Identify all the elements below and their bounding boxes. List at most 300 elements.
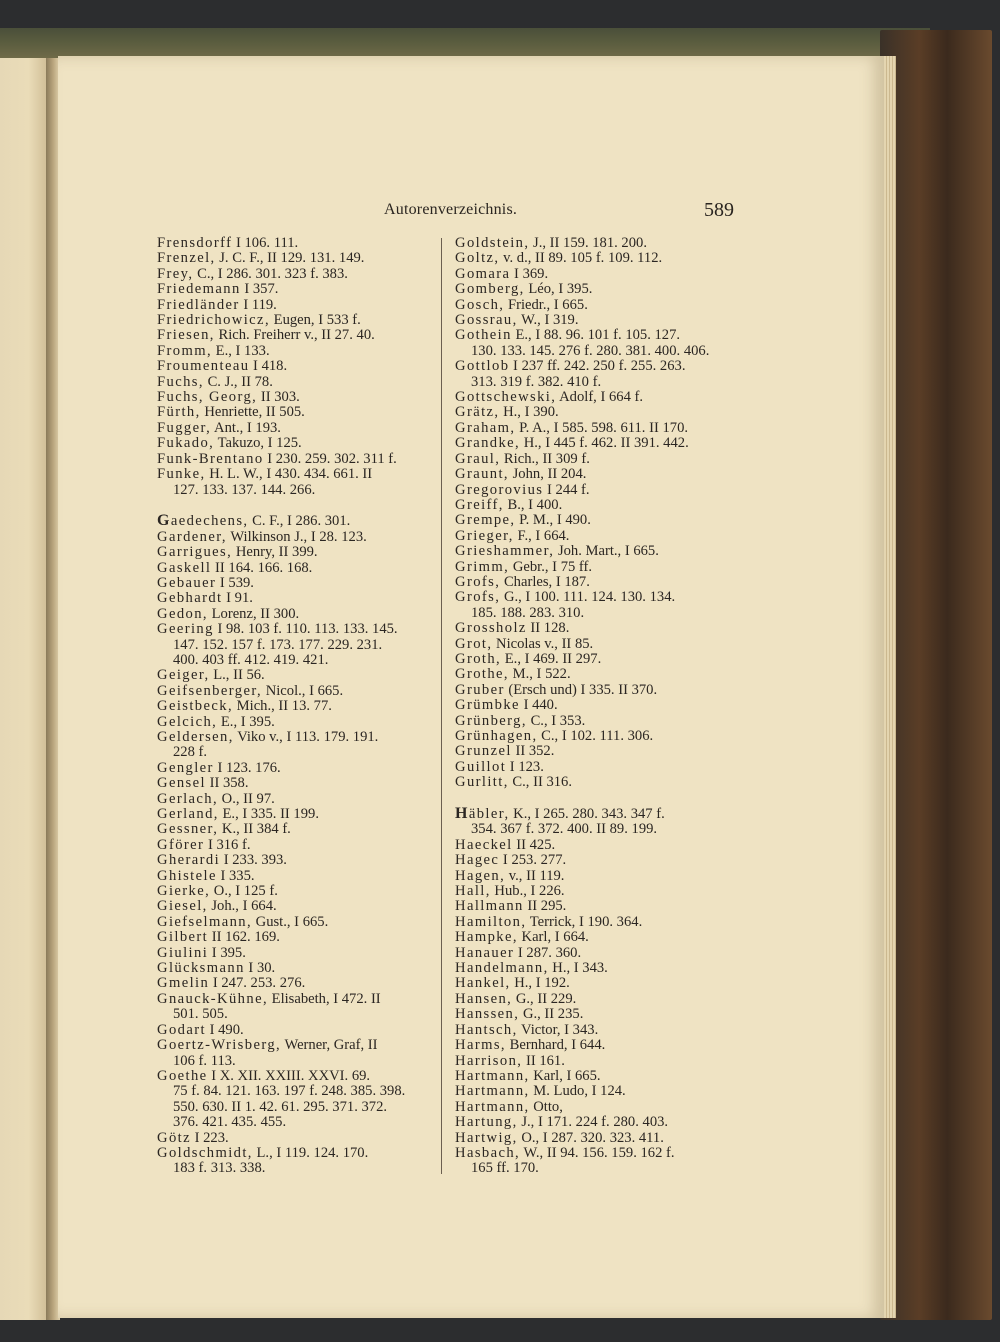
- entry-name: Fuchs,: [157, 373, 204, 390]
- entry-refs: I 91.: [222, 590, 253, 607]
- entry-name: Hartung,: [455, 1114, 518, 1131]
- index-entry: [455, 760, 745, 775]
- entry-name: Gossrau,: [455, 312, 518, 329]
- entry-refs: Henry, II 399.: [232, 544, 318, 561]
- index-entry: [157, 251, 435, 266]
- entry-refs: L., I 119. 124. 170.: [252, 1144, 369, 1161]
- entry-refs: II 295.: [523, 898, 567, 915]
- entry-name: Gilbert: [157, 929, 209, 946]
- index-entry: [157, 436, 435, 451]
- entry-refs: I 123. 176.: [213, 759, 281, 776]
- index-entry: [455, 1131, 745, 1146]
- entry-name: Harms,: [455, 1037, 506, 1054]
- entry-refs: C., I 353.: [526, 712, 586, 729]
- index-entry: [157, 282, 435, 297]
- entry-name: Grümbke: [455, 697, 520, 714]
- entry-name: Gomberg,: [455, 281, 525, 298]
- entry-refs: II 303.: [257, 389, 300, 406]
- entry-name: Gothein: [455, 327, 512, 344]
- entry-name: Frey,: [157, 265, 194, 282]
- index-entry: [455, 544, 745, 559]
- entry-refs-continued: 501. 505.: [173, 1006, 228, 1023]
- entry-refs-continued: 550. 630. II 1. 42. 61. 295. 371. 372.: [173, 1098, 388, 1115]
- entry-refs: I 230. 259. 302. 311 f.: [263, 450, 397, 467]
- index-entry: [455, 421, 745, 436]
- entry-refs: E., I 395.: [217, 713, 275, 730]
- index-column-right: [455, 236, 745, 1177]
- index-entry: [157, 390, 435, 405]
- entry-name: Götz: [157, 1129, 191, 1146]
- index-entry: [157, 776, 435, 791]
- index-entry: [455, 853, 745, 868]
- entry-refs: Charles, I 187.: [500, 573, 590, 590]
- entry-name: Ghistele: [157, 867, 217, 884]
- index-entry: [157, 298, 435, 313]
- entry-refs: J., I 171. 224 f. 280. 403.: [517, 1114, 669, 1131]
- index-entry: [455, 1007, 745, 1022]
- letter-section-gap: [455, 791, 745, 806]
- entry-refs: L., II 56.: [209, 667, 265, 684]
- entry-refs: I 106. 111.: [232, 235, 299, 251]
- entry-refs: Otto,: [529, 1098, 563, 1115]
- entry-name: Fugger,: [157, 419, 212, 436]
- entry-refs: Victor, I 343.: [517, 1021, 599, 1038]
- index-entry: [455, 1038, 745, 1053]
- entry-refs: I 233. 393.: [220, 852, 287, 869]
- index-entry: [157, 992, 435, 1023]
- section-initial-letter: H: [455, 805, 469, 823]
- entry-refs: G., II 229.: [512, 990, 577, 1007]
- index-entry: [157, 946, 435, 961]
- entry-refs-continued: 354. 367 f. 372. 400. II 89. 199.: [471, 821, 658, 838]
- index-entry: [455, 930, 745, 945]
- entry-refs: Bernhard, I 644.: [505, 1037, 606, 1054]
- entry-refs: E., I 469. II 297.: [501, 650, 602, 667]
- index-entry: [455, 838, 745, 853]
- entry-refs: Nicolas v., II 85.: [492, 635, 594, 652]
- entry-name: Grot,: [455, 635, 493, 652]
- entry-name: Graul,: [455, 450, 501, 467]
- entry-refs: I 335.: [216, 867, 255, 884]
- entry-name: Gengler: [157, 759, 214, 776]
- index-entry: [455, 714, 745, 729]
- index-entry: [455, 590, 745, 621]
- entry-name: Geifsenberger,: [157, 682, 263, 699]
- index-entry: [157, 591, 435, 606]
- index-entry: [455, 1023, 745, 1038]
- entry-name: Hagen,: [455, 867, 506, 884]
- entry-refs: O., II 97.: [218, 790, 275, 807]
- entry-name: Gessner,: [157, 821, 219, 838]
- entry-refs: Léo, I 395.: [524, 281, 593, 298]
- entry-refs: I 223.: [190, 1129, 229, 1146]
- entry-refs: I 30.: [244, 960, 276, 977]
- entry-refs: I 253. 277.: [499, 852, 567, 869]
- entry-refs: I X. XII. XXIII. XXVI. 69.: [207, 1067, 371, 1084]
- entry-refs: I 237 ff. 242. 250 f. 255. 263.: [509, 358, 686, 375]
- entry-refs: J. C. F., II 129. 131. 149.: [215, 250, 365, 267]
- entry-refs: II 425.: [512, 836, 556, 853]
- entry-name: Hall,: [455, 883, 491, 900]
- entry-name: Gmelin: [157, 975, 210, 992]
- index-entry: [455, 667, 745, 682]
- index-entry: [157, 915, 435, 930]
- entry-refs: I 490.: [205, 1021, 244, 1038]
- entry-refs: Nicol., I 665.: [262, 682, 344, 699]
- entry-refs-continued: 228 f.: [173, 744, 208, 761]
- entry-name: Gebauer: [157, 574, 217, 591]
- column-divider: [441, 238, 442, 1174]
- entry-refs: I 357.: [240, 281, 279, 298]
- index-entry: [157, 359, 435, 374]
- entry-name: Hanssen,: [455, 1006, 520, 1023]
- index-entry: [455, 483, 745, 498]
- entry-refs: Adolf, I 664 f.: [556, 389, 644, 406]
- entry-name: Fromm,: [157, 342, 213, 359]
- entry-name: Gerland,: [157, 806, 219, 823]
- entry-name: Hanauer: [455, 944, 515, 961]
- index-entry: [455, 405, 745, 420]
- entry-name: Garrigues,: [157, 544, 233, 561]
- entry-refs: Rich., II 309 f.: [500, 450, 590, 467]
- entry-name: Gosch,: [455, 296, 505, 313]
- entry-name: Grünhagen,: [455, 728, 538, 744]
- index-entry: [455, 282, 745, 297]
- index-entry: [157, 530, 435, 545]
- index-entry: [455, 869, 745, 884]
- index-entry: [455, 621, 745, 636]
- entry-refs: I 440.: [519, 697, 558, 714]
- left-page-edge: [0, 58, 52, 1320]
- entry-refs: I 123.: [506, 758, 544, 775]
- entry-name: Grempe,: [455, 512, 516, 529]
- entry-name: Gregorovius: [455, 481, 544, 498]
- entry-refs: K., I 265. 280. 343. 347 f.: [509, 806, 665, 823]
- entry-name: Gierke,: [157, 883, 211, 900]
- index-entry: [455, 236, 745, 251]
- index-entry: [157, 313, 435, 328]
- index-entry: [157, 421, 435, 436]
- entry-refs: v. d., II 89. 105 f. 109. 112.: [499, 250, 663, 267]
- entry-name: Haeckel: [455, 836, 513, 853]
- index-entry: [455, 899, 745, 914]
- entry-refs: II 164. 166. 168.: [211, 559, 313, 576]
- entry-name: Hamilton,: [455, 913, 527, 930]
- index-entry: [157, 761, 435, 776]
- entry-name: Friedländer: [157, 296, 240, 313]
- entry-name: Geering: [157, 621, 214, 638]
- entry-name: Gaskell: [157, 559, 212, 576]
- book-page: [58, 56, 884, 1318]
- entry-refs: W., I 319.: [517, 312, 579, 329]
- entry-refs: Henriette, II 505.: [200, 404, 305, 421]
- entry-name: Goethe: [157, 1067, 208, 1084]
- entry-name: Grünberg,: [455, 712, 527, 729]
- entry-refs: J., II 159. 181. 200.: [529, 235, 647, 251]
- entry-name: [157, 513, 248, 529]
- entry-refs: I 418.: [249, 358, 288, 375]
- entry-refs: O., I 125 f.: [210, 883, 278, 900]
- entry-refs: Gebr., I 75 ff.: [509, 558, 593, 575]
- entry-refs: Terrick, I 190. 364.: [526, 913, 643, 930]
- index-entry: [157, 699, 435, 714]
- entry-refs: Karl, I 665.: [529, 1067, 601, 1084]
- index-entry: [157, 899, 435, 914]
- entry-refs: G., II 235.: [519, 1006, 584, 1023]
- index-entry: [455, 729, 745, 744]
- entry-name: Froumenteau: [157, 358, 250, 375]
- index-entry: [455, 1100, 745, 1115]
- entry-name: Gruber: [455, 681, 505, 698]
- entry-refs: I 395.: [208, 944, 246, 961]
- entry-name: Grothe,: [455, 666, 509, 683]
- entry-refs: II 161.: [522, 1052, 565, 1069]
- index-entry: [157, 869, 435, 884]
- entry-name: Frensdorff: [157, 235, 233, 251]
- entry-refs: P. M., I 490.: [515, 512, 591, 529]
- entry-name: Friedemann: [157, 281, 241, 298]
- entry-name: Geiger,: [157, 667, 210, 684]
- entry-refs-continued: 127. 133. 137. 144. 266.: [173, 481, 316, 498]
- entry-refs: Lorenz, II 300.: [207, 605, 300, 622]
- entry-name: Gottschewski,: [455, 389, 557, 406]
- entry-refs-continued: 376. 421. 435. 455.: [173, 1114, 287, 1131]
- entry-refs: M. Ludo, I 124.: [529, 1083, 626, 1100]
- index-entry: [455, 884, 745, 899]
- index-entry: [455, 946, 745, 961]
- entry-name-rest: aedechens,: [170, 513, 249, 530]
- index-entry: [455, 637, 745, 652]
- entry-name: Hansen,: [455, 990, 513, 1007]
- entry-name: Guillot: [455, 758, 507, 775]
- entry-refs: H., I 445 f. 462. II 391. 442.: [520, 435, 689, 452]
- running-title: Autorenverzeichnis.: [384, 201, 518, 218]
- entry-name: Geldersen,: [157, 728, 234, 745]
- entry-name: Goertz-Wrisberg,: [157, 1037, 282, 1054]
- entry-refs: I 244 f.: [543, 481, 590, 498]
- index-entry: [157, 375, 435, 390]
- index-entry: [157, 715, 435, 730]
- index-entry: [157, 452, 435, 467]
- entry-name: Friedrichowicz,: [157, 312, 270, 329]
- entry-refs: P. A., I 585. 598. 611. II 170.: [515, 419, 689, 436]
- entry-refs-continued: 75 f. 84. 121. 163. 197 f. 248. 385. 398.: [173, 1083, 406, 1100]
- entry-refs: I 287. 360.: [514, 944, 582, 961]
- entry-refs: Joh., I 664.: [207, 898, 277, 915]
- entry-name: Hasbach,: [455, 1144, 521, 1161]
- index-entry: [157, 1146, 435, 1177]
- entry-name: Fukado,: [157, 435, 215, 452]
- index-entry: [455, 328, 745, 359]
- entry-refs-continued: 147. 152. 157 f. 173. 177. 229. 231.: [173, 636, 383, 653]
- index-entry: [455, 1084, 745, 1099]
- entry-refs-continued: 130. 133. 145. 276 f. 280. 381. 400. 406.: [471, 342, 710, 359]
- entry-refs: I 369.: [510, 265, 549, 282]
- letter-section-gap: [157, 498, 435, 513]
- entry-name: Grieger,: [455, 527, 514, 544]
- entry-name: Hartwig,: [455, 1129, 518, 1146]
- entry-refs: II 358.: [205, 775, 249, 792]
- entry-refs: G., I 100. 111. 124. 130. 134.: [500, 589, 676, 606]
- entry-refs: C. J., II 78.: [203, 373, 273, 390]
- entry-refs-continued: 183 f. 313. 338.: [173, 1160, 266, 1177]
- entry-refs: E., I 335. II 199.: [218, 806, 319, 823]
- index-entry: [157, 467, 435, 498]
- entry-name: Grofs,: [455, 589, 501, 606]
- entry-name: Giefselmann,: [157, 913, 253, 930]
- entry-name: Grunzel: [455, 743, 512, 760]
- entry-name: Hartmann,: [455, 1083, 530, 1100]
- index-entry: [157, 1038, 435, 1069]
- index-entry: [455, 1115, 745, 1130]
- index-entry: [455, 529, 745, 544]
- entry-name: Goldstein,: [455, 235, 530, 251]
- index-entry: [157, 236, 435, 251]
- entry-refs: II 128.: [526, 620, 570, 637]
- entry-name: Gottlob: [455, 358, 510, 375]
- entry-name: Gherardi: [157, 852, 221, 869]
- entry-refs: Ant., I 193.: [211, 419, 281, 436]
- entry-name: Godart: [157, 1021, 206, 1038]
- index-entry: [455, 390, 745, 405]
- index-entry: [157, 684, 435, 699]
- index-entry: [157, 838, 435, 853]
- page-number: 589: [704, 199, 734, 221]
- entry-refs: Wilkinson J., I 28. 123.: [226, 528, 367, 545]
- entry-refs: (Ersch und) I 335. II 370.: [504, 681, 658, 698]
- entry-refs: Viko v., I 113. 179. 191.: [233, 728, 379, 745]
- index-entry: [455, 806, 745, 838]
- index-entry: [455, 251, 745, 266]
- entry-refs-continued: 165 ff. 170.: [471, 1160, 539, 1177]
- entry-name: Hampke,: [455, 929, 518, 946]
- entry-refs: B., I 400.: [503, 496, 563, 513]
- entry-refs: Karl, I 664.: [517, 929, 589, 946]
- index-entry: [455, 560, 745, 575]
- entry-name: Friesen,: [157, 327, 215, 344]
- entry-refs: I 247. 253. 276.: [209, 975, 306, 992]
- index-entry: [157, 730, 435, 761]
- entry-name: Grofs,: [455, 573, 501, 590]
- entry-name: Gedon,: [157, 605, 208, 622]
- index-entry: [157, 976, 435, 991]
- index-entry: [157, 792, 435, 807]
- index-entry: [455, 513, 745, 528]
- entry-name: Glücksmann: [157, 960, 245, 977]
- entry-name: Giulini: [157, 944, 209, 961]
- index-entry: [455, 961, 745, 976]
- index-entry: [157, 1069, 435, 1131]
- entry-refs: Joh. Mart., I 665.: [554, 543, 659, 560]
- page-header: [58, 201, 884, 221]
- index-entry: [455, 744, 745, 759]
- entry-name: Hantsch,: [455, 1021, 518, 1038]
- entry-refs: C., II 316.: [508, 774, 573, 791]
- index-entry: [455, 992, 745, 1007]
- index-entry: [157, 1131, 435, 1146]
- entry-refs-continued: 106 f. 113.: [173, 1052, 236, 1069]
- index-entry: [157, 328, 435, 343]
- index-entry: [455, 915, 745, 930]
- entry-name: Gerlach,: [157, 790, 219, 807]
- index-entry: [157, 1023, 435, 1038]
- index-entry: [157, 561, 435, 576]
- entry-name: Gebhardt: [157, 590, 223, 607]
- index-entry: [157, 961, 435, 976]
- entry-name: Greiff,: [455, 496, 504, 513]
- entry-refs: II 162. 169.: [208, 929, 280, 946]
- book-binding-top: [0, 28, 930, 58]
- entry-name: Graham,: [455, 419, 516, 436]
- entry-name: Goldschmidt,: [157, 1144, 253, 1161]
- index-entry: [157, 807, 435, 822]
- entry-name: Hallmann: [455, 898, 524, 915]
- entry-refs: K., II 384 f.: [218, 821, 291, 838]
- entry-refs: O., I 287. 320. 323. 411.: [517, 1129, 664, 1146]
- index-entry: [455, 698, 745, 713]
- entry-refs: C., I 286. 301. 323 f. 383.: [193, 265, 348, 282]
- entry-refs: Gust., I 665.: [252, 913, 329, 930]
- entry-name: Grätz,: [455, 404, 500, 421]
- index-entry: [157, 622, 435, 668]
- index-entry: [157, 545, 435, 560]
- entry-refs: I 539.: [216, 574, 254, 591]
- entry-name: Geistbeck,: [157, 698, 234, 715]
- index-entry: [455, 498, 745, 513]
- index-entry: [157, 405, 435, 420]
- entry-refs-continued: 313. 319 f. 382. 410 f.: [471, 373, 602, 390]
- entry-refs: Rich. Freiherr v., II 27. 40.: [214, 327, 375, 344]
- entry-refs: Hub., I 226.: [490, 883, 565, 900]
- entry-name: Grieshammer,: [455, 543, 555, 560]
- entry-refs: Elisabeth, I 472. II: [268, 990, 381, 1007]
- entry-name: Hankel,: [455, 975, 511, 992]
- entry-name: Gensel: [157, 775, 206, 792]
- entry-refs: H., I 390.: [499, 404, 559, 421]
- book-cover-edge: [880, 30, 992, 1320]
- entry-name: Groth,: [455, 650, 502, 667]
- index-entry: [455, 1146, 745, 1177]
- index-entry: [157, 576, 435, 591]
- section-initial-letter: G: [157, 512, 171, 530]
- entry-refs: John, II 204.: [508, 466, 587, 483]
- entry-name: Hartmann,: [455, 1067, 530, 1084]
- index-entry: [157, 344, 435, 359]
- entry-refs: Mich., II 13. 77.: [233, 698, 332, 715]
- entry-name: Funke,: [157, 466, 206, 483]
- entry-refs: Werner, Graf, II: [281, 1037, 378, 1054]
- index-entry: [157, 267, 435, 282]
- index-entry: [157, 884, 435, 899]
- entry-name: Hartmann,: [455, 1098, 530, 1115]
- entry-name: Gardener,: [157, 528, 227, 545]
- index-entry: [157, 513, 435, 529]
- index-entry: [455, 1069, 745, 1084]
- index-entry: [157, 930, 435, 945]
- entry-name: Harrison,: [455, 1052, 523, 1069]
- entry-name: Handelmann,: [455, 960, 549, 977]
- entry-name: Grossholz: [455, 620, 527, 637]
- index-entry: [455, 467, 745, 482]
- entry-name: Gurlitt,: [455, 774, 509, 791]
- entry-name: Grandke,: [455, 435, 521, 452]
- entry-name: Fürth,: [157, 404, 201, 421]
- entry-refs: Takuzo, I 125.: [214, 435, 302, 452]
- index-entry: [455, 298, 745, 313]
- index-entry: [455, 267, 745, 282]
- entry-refs: E., I 133.: [212, 342, 270, 359]
- entry-refs: I 119.: [239, 296, 277, 313]
